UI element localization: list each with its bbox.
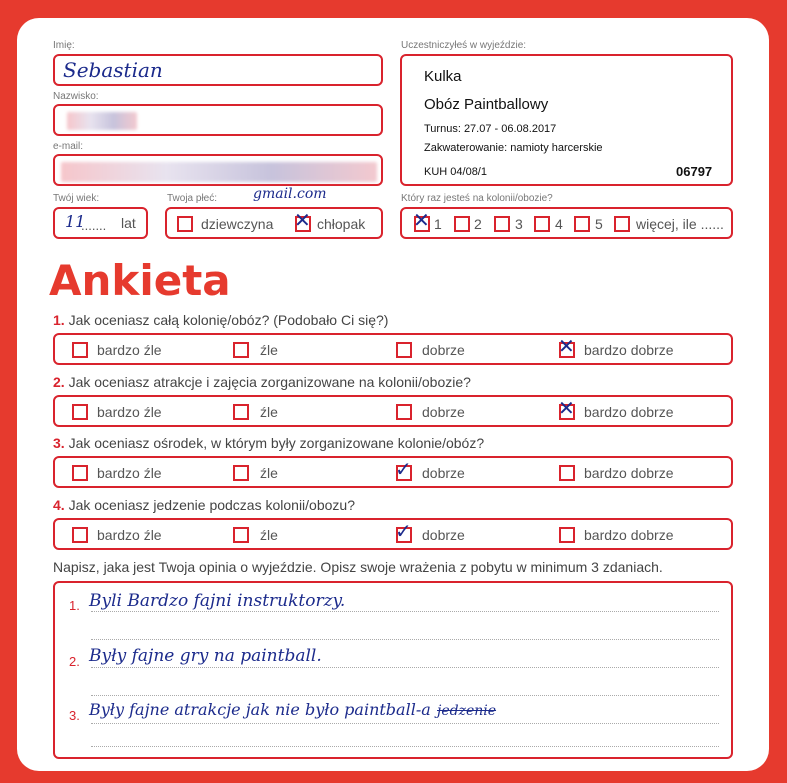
ktory-checkbox-1[interactable] bbox=[413, 208, 430, 232]
question-3-number: 3. bbox=[53, 435, 65, 451]
nazwisko-field[interactable] bbox=[53, 104, 383, 136]
question-2-answers bbox=[53, 395, 733, 427]
q1-checkbox-bardzo-dobrze[interactable] bbox=[558, 334, 575, 358]
question-3-text: Jak oceniasz ośrodek, w którym były zorganizowane kolonie/obóz? bbox=[68, 435, 485, 451]
opinion-line-3: Były fajne atrakcje jak nie było paintball-a bbox=[89, 700, 431, 719]
q3-checkbox-bardzo-dobrze[interactable] bbox=[559, 465, 575, 481]
q1-option-zle: źle bbox=[260, 342, 278, 358]
plec-label: Twoja płeć: bbox=[167, 193, 218, 204]
ktory-option-4: 4 bbox=[555, 216, 563, 232]
imie-field[interactable] bbox=[53, 54, 383, 86]
q4-checkbox-dobrze[interactable] bbox=[395, 519, 412, 543]
q3-option-dobrze: dobrze bbox=[422, 465, 465, 481]
q3-checkbox-bardzo-zle[interactable] bbox=[72, 465, 88, 481]
nazwisko-label: Nazwisko: bbox=[53, 91, 99, 102]
q1-option-bardzo-zle: bardzo źle bbox=[97, 342, 162, 358]
q3-option-zle: źle bbox=[260, 465, 278, 481]
q2-option-zle: źle bbox=[260, 404, 278, 420]
q4-option-zle: źle bbox=[260, 527, 278, 543]
check-mark-icon: ✕ bbox=[413, 208, 430, 232]
question-2 bbox=[53, 374, 471, 390]
camp-code: KUH 04/08/1 bbox=[424, 166, 487, 178]
q1-option-dobrze: dobrze bbox=[422, 342, 465, 358]
q4-checkbox-bardzo-dobrze[interactable] bbox=[559, 527, 575, 543]
opinion-line-1-number: 1. bbox=[69, 598, 80, 613]
question-1-number: 1. bbox=[53, 312, 65, 328]
wiek-dots: ....... bbox=[81, 218, 107, 233]
check-mark-icon: ✕ bbox=[558, 396, 575, 420]
camp-number: 06797 bbox=[676, 164, 713, 179]
q3-checkbox-dobrze[interactable] bbox=[395, 457, 412, 481]
q2-option-dobrze: dobrze bbox=[422, 404, 465, 420]
camp-turnus: Turnus: 27.07 - 06.08.2017 bbox=[424, 123, 557, 135]
q3-checkbox-zle[interactable] bbox=[233, 465, 249, 481]
opinion-line-2: Były fajne gry na paintball. bbox=[89, 646, 322, 666]
camp-zakwaterowanie: Zakwaterowanie: namioty harcerskie bbox=[424, 142, 603, 154]
opinion-rule-4 bbox=[91, 695, 719, 696]
camp-type: Obóz Paintballowy bbox=[424, 96, 549, 113]
q2-checkbox-zle[interactable] bbox=[233, 404, 249, 420]
question-1-text: Jak oceniasz całą kolonię/obóz? (Podobało Ci się?) bbox=[68, 312, 389, 328]
opinion-rule-2 bbox=[91, 639, 719, 640]
email-domain: gmail.com bbox=[253, 186, 327, 202]
ktory-checkbox-5[interactable] bbox=[574, 216, 590, 232]
question-4-text: Jak oceniasz jedzenie podczas kolonii/obozu? bbox=[68, 497, 355, 513]
q1-checkbox-zle[interactable] bbox=[233, 342, 249, 358]
camp-label: Uczestniczyłeś w wyjeździe: bbox=[401, 40, 527, 51]
imie-value: Sebastian bbox=[63, 58, 163, 82]
ktory-checkbox-wiecej[interactable] bbox=[614, 216, 630, 232]
ktory-checkbox-3[interactable] bbox=[494, 216, 510, 232]
wiek-suffix: lat bbox=[121, 215, 136, 231]
ktory-label: Który raz jesteś na kolonii/obozie? bbox=[401, 193, 553, 204]
check-mark-icon: ✕ bbox=[294, 208, 311, 232]
q4-option-bardzo-zle: bardzo źle bbox=[97, 527, 162, 543]
q4-option-dobrze: dobrze bbox=[422, 527, 465, 543]
email-label: e-mail: bbox=[53, 141, 84, 152]
question-1 bbox=[53, 312, 388, 328]
q2-option-bardzo-zle: bardzo źle bbox=[97, 404, 162, 420]
q3-option-bardzo-zle: bardzo źle bbox=[97, 465, 162, 481]
check-mark-icon: ✕ bbox=[558, 334, 575, 358]
camp-info-box bbox=[400, 54, 733, 186]
plec-field bbox=[165, 207, 383, 239]
question-1-answers bbox=[53, 333, 733, 365]
ktory-option-5: 5 bbox=[595, 216, 603, 232]
ktory-field bbox=[400, 207, 733, 239]
camp-name: Kulka bbox=[424, 68, 462, 85]
ktory-checkbox-4[interactable] bbox=[534, 216, 550, 232]
q4-checkbox-zle[interactable] bbox=[233, 527, 249, 543]
q1-checkbox-dobrze[interactable] bbox=[396, 342, 412, 358]
question-3-answers bbox=[53, 456, 733, 488]
form-title: Ankieta bbox=[49, 256, 231, 305]
q2-checkbox-bardzo-zle[interactable] bbox=[72, 404, 88, 420]
wiek-field[interactable] bbox=[53, 207, 148, 239]
imie-label: Imię: bbox=[53, 40, 75, 51]
ktory-option-wiecej: więcej, ile ...... bbox=[636, 216, 724, 232]
email-redacted bbox=[61, 162, 377, 182]
plec-checkbox-dziewczyna[interactable] bbox=[177, 216, 193, 232]
opinion-rule-6 bbox=[91, 746, 719, 747]
opinion-rule-1 bbox=[91, 611, 719, 612]
question-4-number: 4. bbox=[53, 497, 65, 513]
plec-option-chlopak: chłopak bbox=[317, 216, 366, 232]
plec-option-dziewczyna: dziewczyna bbox=[201, 216, 274, 232]
q2-checkbox-dobrze[interactable] bbox=[396, 404, 412, 420]
question-2-number: 2. bbox=[53, 374, 65, 390]
q3-option-bardzo-dobrze: bardzo dobrze bbox=[584, 465, 674, 481]
nazwisko-redacted bbox=[67, 112, 137, 130]
q1-checkbox-bardzo-zle[interactable] bbox=[72, 342, 88, 358]
email-field[interactable] bbox=[53, 154, 383, 186]
opinion-line-1: Byli Bardzo fajni instruktorzy. bbox=[89, 591, 346, 611]
ktory-option-2: 2 bbox=[474, 216, 482, 232]
opinion-line-2-number: 2. bbox=[69, 654, 80, 669]
check-mark-icon: ✓ bbox=[395, 457, 412, 481]
wiek-value: 11 bbox=[65, 212, 86, 231]
q2-option-bardzo-dobrze: bardzo dobrze bbox=[584, 404, 674, 420]
ktory-checkbox-2[interactable] bbox=[454, 216, 470, 232]
check-mark-icon: ✓ bbox=[395, 519, 412, 543]
question-4-answers bbox=[53, 518, 733, 550]
opinion-rule-5 bbox=[91, 723, 719, 724]
q2-checkbox-bardzo-dobrze[interactable] bbox=[558, 396, 575, 420]
wiek-label: Twój wiek: bbox=[53, 193, 100, 204]
opinion-prompt: Napisz, jaka jest Twoja opinia o wyjeździe. Opisz swoje wrażenia z pobytu w minimum 3 zdaniach. bbox=[53, 559, 663, 575]
question-4 bbox=[53, 497, 355, 513]
q4-option-bardzo-dobrze: bardzo dobrze bbox=[584, 527, 674, 543]
question-2-text: Jak oceniasz atrakcje i zajęcia zorganizowane na kolonii/obozie? bbox=[68, 374, 471, 390]
opinion-line-3-strikeout: jedzenie bbox=[437, 703, 497, 719]
opinion-line-3-number: 3. bbox=[69, 708, 80, 723]
q4-checkbox-bardzo-zle[interactable] bbox=[72, 527, 88, 543]
ktory-option-3: 3 bbox=[515, 216, 523, 232]
opinion-rule-3 bbox=[91, 667, 719, 668]
ktory-option-1: 1 bbox=[434, 216, 442, 232]
plec-checkbox-chlopak[interactable] bbox=[294, 208, 311, 232]
form-sheet bbox=[17, 18, 769, 771]
q1-option-bardzo-dobrze: bardzo dobrze bbox=[584, 342, 674, 358]
question-3 bbox=[53, 435, 484, 451]
opinion-field[interactable] bbox=[53, 581, 733, 759]
